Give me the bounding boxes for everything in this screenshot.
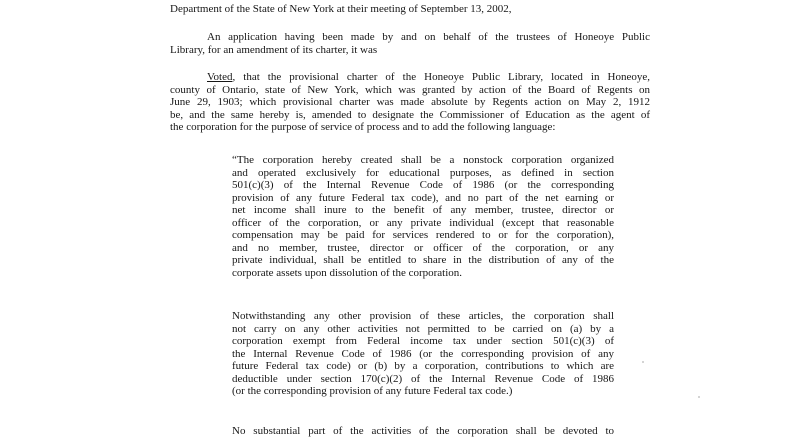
text-line [170,71,650,84]
text-line: future Federal tax code) or (b) by a corporation, contributions to which are [232,360,614,372]
text-line: officer of the corporation, or any private individual (except that reasonable [232,216,614,229]
text-line: the corporation for the purpose of service of process and to add the following language: [170,121,556,133]
scan-speck [698,396,700,398]
text-line: corporate assets upon dissolution of the corporation. [232,266,463,279]
blockquote-corporation-purpose [232,154,614,279]
text-line: private individual, shall be entitled to share in the distribution of any of the [232,254,614,266]
text-line: be, and the same hereby is, amended to designate the Commissioner of Education as the agent of [170,108,650,121]
text-line: (or the corresponding provision of any future Federal tax code.) [232,385,513,397]
text-line: 501(c)(3) of the Internal Revenue Code of 1986 (or the corresponding [232,179,614,191]
text-line: provision of any future Federal tax code), and no part of the net earning or [232,191,614,204]
underlined-word-voted: Voted [207,71,233,83]
paragraph-fragment [170,3,650,16]
text-line: An application having been made by and on behalf of the trustees of Honeoye Public [207,31,650,43]
text-line: Library, for an amendment of its charter, it was [170,43,378,56]
blockquote-no-substantial-part [232,425,614,438]
text-line: “The corporation hereby created shall be a nonstock corporation organized [232,154,614,166]
text-line: compensation may be paid for services rendered to or for the corporation), [232,229,614,241]
text-line: not carry on any other activities not permitted to be carried on (a) by a [232,322,614,335]
paragraph-application [170,31,650,56]
text-line: June 29, 1903; which provisional charter was made absolute by Regents action on May 2, 1912 [170,96,650,108]
text-line: No substantial part of the activities of the corporation shall be devoted to [232,425,614,437]
text-line: the Internal Revenue Code of 1986 (or the corresponding provision of any [232,347,614,360]
text-line: and no member, trustee, director or officer of the corporation, or any [232,241,614,254]
text-line: net income shall inure to the benefit of any member, trustee, director or [232,204,614,216]
text-line: deductible under section 170(c)(2) of the Internal Revenue Code of 1986 [232,372,614,385]
text-line: and operated exclusively for educational purposes, as defined in section [232,166,614,179]
text-line: Department of the State of New York at their meeting of September 13, 2002, [170,3,512,15]
text-line: corporation exempt from Federal income tax under section 501(c)(3) of [232,335,614,347]
text-line: Notwithstanding any other provision of these articles, the corporation shall [232,310,614,322]
blockquote-notwithstanding [232,310,614,398]
text-line: county of Ontario, state of New York, which was granted by action of the Board of Regents on [170,83,650,96]
scan-speck [642,361,644,363]
paragraph-voted [170,71,650,134]
text-line-rest: , that the provisional charter of the Honeoye Public Library, located in Honeoye, [232,71,650,83]
